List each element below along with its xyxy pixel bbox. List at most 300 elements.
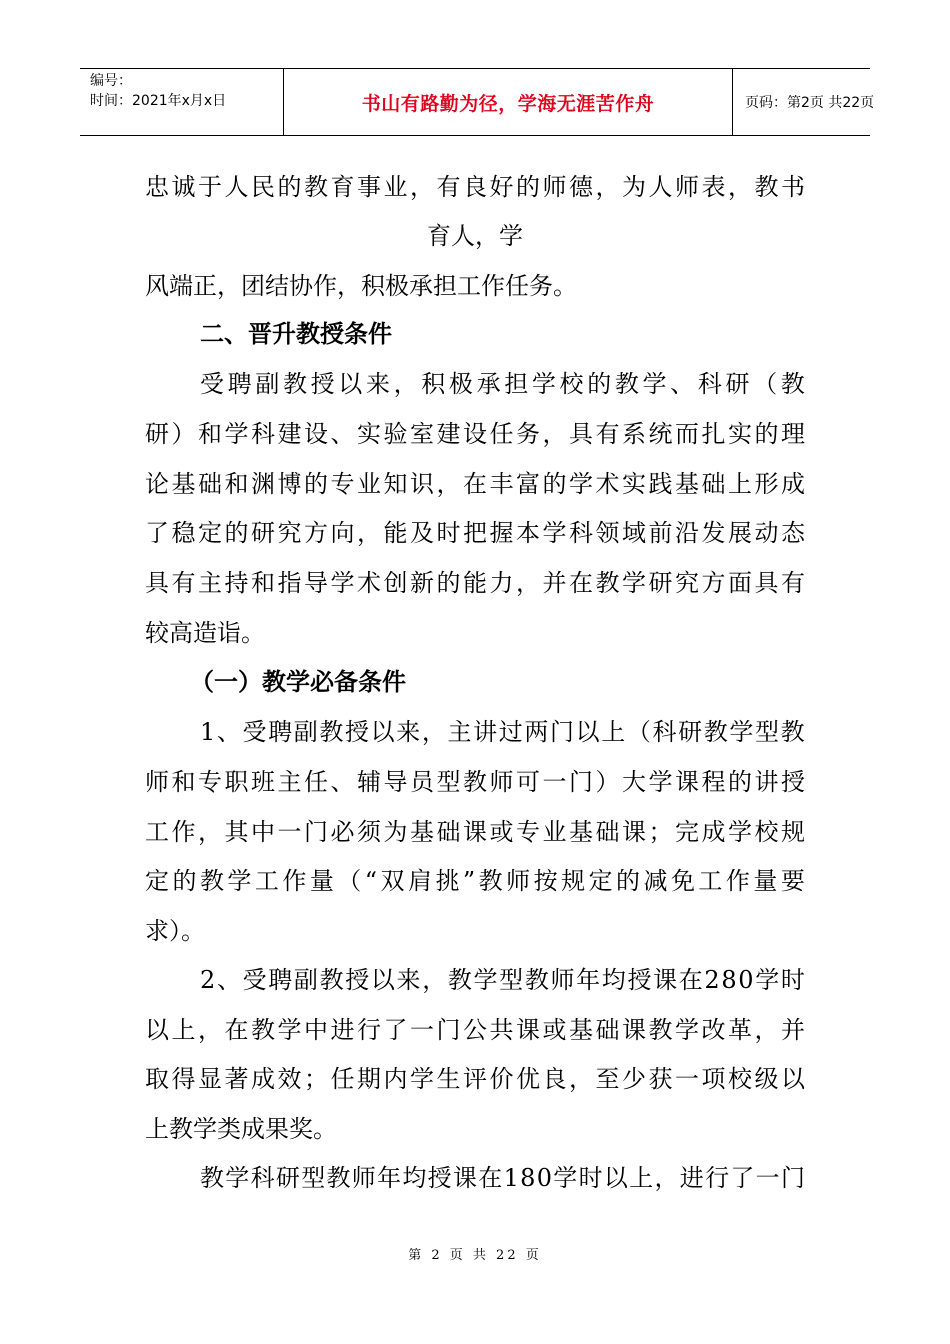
body-char: 课	[675, 768, 699, 796]
body-char: 学	[225, 1164, 250, 1192]
body-char: ，	[569, 1065, 593, 1093]
body-char: 门	[550, 718, 575, 746]
body-char: 教	[614, 370, 639, 398]
body-char: 能	[463, 569, 487, 597]
body-char: 辅	[357, 768, 381, 796]
body-char: 教	[200, 1164, 224, 1192]
body-char: 时	[780, 966, 805, 994]
body-char: 民	[251, 173, 275, 201]
body-char: 肩	[407, 867, 432, 895]
body-char: 忠	[145, 173, 169, 201]
body-char: 业	[357, 470, 381, 498]
body-char: 础	[701, 470, 726, 498]
body-char: 基	[171, 470, 196, 498]
body-char: 理	[781, 420, 805, 448]
body-char: 双	[380, 867, 405, 895]
body-line: 育人，学	[427, 222, 523, 250]
body-char: 进	[330, 1016, 355, 1044]
body-char: 教	[282, 370, 307, 398]
body-char: 教	[304, 173, 328, 201]
body-char: 显	[198, 1065, 222, 1093]
body-char: 聘	[268, 966, 293, 994]
body-char: 主	[277, 768, 302, 796]
body-char: 工	[254, 867, 279, 895]
body-char: 为	[383, 818, 408, 846]
section-heading: 二、晋升教授条件	[200, 320, 392, 348]
body-char: 成	[251, 1065, 275, 1093]
body-char: 课	[452, 1164, 477, 1192]
body-char: 究	[277, 519, 302, 547]
body-char: 以	[338, 370, 363, 398]
body-char: （	[337, 867, 362, 895]
body-char: 或	[542, 1016, 567, 1044]
body-char: 究	[675, 569, 699, 597]
body-char: 设	[463, 420, 487, 448]
body-char: 革	[728, 1016, 752, 1044]
body-line: 风端正，团结协作，积极承担工作任务。	[145, 272, 577, 300]
body-char: 研	[251, 519, 275, 547]
body-char: 上	[171, 1016, 196, 1044]
body-line	[145, 1065, 805, 1093]
body-char: 工	[145, 818, 169, 846]
body-char: 聘	[227, 370, 252, 398]
body-char: 础	[198, 470, 222, 498]
body-char: 学	[224, 420, 249, 448]
body-char: 师	[550, 966, 575, 994]
body-char: 前	[648, 519, 673, 547]
body-char: 学	[542, 519, 567, 547]
body-char: 任	[330, 1065, 355, 1093]
body-char: 师	[542, 173, 567, 201]
body-char: 一	[675, 1065, 699, 1093]
body-char: 2	[704, 966, 720, 994]
body-char: 的	[587, 370, 612, 398]
body-char: 8	[721, 966, 737, 994]
body-char: 教	[199, 867, 224, 895]
body-char: ，	[422, 966, 447, 994]
body-char: 态	[781, 519, 805, 547]
body-char: 和	[224, 470, 249, 498]
body-char: ；	[304, 1065, 328, 1093]
body-char: 统	[648, 420, 673, 448]
body-char: 任	[304, 768, 328, 796]
body-char: ，	[516, 569, 540, 597]
body-char: 研	[145, 420, 169, 448]
body-char: 方	[701, 569, 726, 597]
body-char: ，	[542, 420, 567, 448]
body-char: 减	[643, 867, 668, 895]
body-char: 能	[383, 519, 408, 547]
body-char: 、	[330, 420, 355, 448]
body-line: 求）。	[145, 917, 205, 945]
body-char: 的	[516, 173, 540, 201]
body-char: 受	[200, 370, 224, 398]
body-line	[145, 768, 805, 796]
body-char: 级	[754, 1065, 779, 1093]
body-char: 上	[601, 718, 626, 746]
body-char: 员	[410, 768, 434, 796]
body-char: 来	[365, 370, 390, 398]
body-char: 来	[396, 718, 421, 746]
body-char: 规	[781, 818, 805, 846]
doc-date-label: 时间：2021年x月x日	[90, 93, 227, 109]
body-char: 的	[436, 569, 461, 597]
body-char: 量	[309, 867, 334, 895]
body-char: 专	[198, 768, 222, 796]
body-char: 职	[224, 768, 249, 796]
body-char: 校	[559, 370, 584, 398]
body-char: 定	[588, 867, 613, 895]
body-char: 践	[648, 470, 673, 498]
body-char: ；	[648, 818, 673, 846]
body-char: 主	[447, 718, 472, 746]
body-char: 域	[622, 519, 646, 547]
body-char: 业	[542, 818, 567, 846]
body-char: 一	[542, 768, 567, 796]
page-header	[80, 68, 875, 136]
body-char: 务	[516, 420, 540, 448]
body-char: 效	[277, 1065, 302, 1093]
body-char: 表	[701, 173, 726, 201]
body-char: 过	[498, 718, 523, 746]
body-char: 学	[729, 718, 754, 746]
body-char: 展	[728, 519, 752, 547]
body-char: 学	[410, 1065, 434, 1093]
body-char: 来	[396, 966, 421, 994]
body-char: 可	[516, 768, 540, 796]
body-char: 课	[516, 1016, 540, 1044]
body-char: 受	[242, 966, 267, 994]
body-char: ，	[393, 370, 418, 398]
body-char: “	[364, 867, 378, 895]
body-char: 期	[357, 1065, 381, 1093]
body-char: 免	[670, 867, 695, 895]
body-char: 型	[755, 718, 780, 746]
body-char: ”	[462, 867, 476, 895]
body-char: 、	[216, 718, 241, 746]
body-char: 学	[675, 1016, 699, 1044]
body-char: 上	[728, 470, 752, 498]
body-char: 领	[595, 519, 620, 547]
body-char: 学	[622, 569, 646, 597]
body-char: 的	[304, 470, 328, 498]
body-line: 较高造诣。	[145, 619, 265, 647]
body-line	[200, 966, 805, 994]
body-char: ，	[436, 470, 461, 498]
body-char: 量	[753, 867, 778, 895]
body-char: 教	[780, 370, 805, 398]
body-char: 完	[675, 818, 699, 846]
body-char: 教	[595, 569, 620, 597]
body-char: 行	[705, 1164, 730, 1192]
body-char: 评	[463, 1065, 487, 1093]
doc-code-label: 编号：	[90, 73, 132, 89]
body-char: 年	[377, 1164, 402, 1192]
body-char: 优	[516, 1065, 540, 1093]
body-line	[200, 370, 805, 398]
body-char: 科	[652, 718, 677, 746]
body-char: 以	[575, 718, 600, 746]
body-char: 了	[383, 1016, 408, 1044]
body-char: 学	[227, 867, 252, 895]
body-char: 门	[304, 818, 328, 846]
body-char: 在	[478, 1164, 503, 1192]
body-char: 室	[410, 420, 434, 448]
body-char: 生	[436, 1065, 461, 1093]
body-char: （	[626, 718, 651, 746]
body-char: 学	[531, 370, 556, 398]
header-page-info: 页码：第2页 共22页	[745, 95, 875, 111]
body-char: 了	[145, 519, 169, 547]
body-char: 在	[463, 470, 487, 498]
body-char: 门	[569, 768, 593, 796]
body-char: 础	[436, 818, 461, 846]
body-char: 面	[728, 569, 752, 597]
body-char: 向	[330, 519, 355, 547]
body-char: 具	[754, 569, 779, 597]
body-char: 的	[616, 867, 640, 895]
body-char: 一	[755, 1164, 780, 1192]
body-char: 获	[648, 1065, 673, 1093]
body-char: 人	[224, 173, 249, 201]
body-char: 沿	[675, 519, 699, 547]
header-meta-cell	[80, 69, 283, 135]
body-char: 、	[330, 768, 355, 796]
body-char: 以	[370, 966, 395, 994]
body-char: 好	[489, 173, 514, 201]
body-char: 书	[781, 173, 805, 201]
body-char: 师	[351, 1164, 376, 1192]
body-char: 的	[277, 173, 302, 201]
body-char: 基	[675, 470, 699, 498]
body-char: ，	[595, 173, 620, 201]
body-char: 师	[675, 173, 699, 201]
body-char: 研	[275, 1164, 300, 1192]
body-char: 育	[330, 173, 355, 201]
body-char: 定	[198, 519, 222, 547]
body-char: ，	[728, 173, 752, 201]
body-char: 授	[627, 966, 652, 994]
body-char: 知	[383, 470, 408, 498]
body-char: 型	[301, 1164, 326, 1192]
body-char: 时	[436, 519, 461, 547]
body-char: 科	[569, 519, 593, 547]
body-char: 规	[561, 867, 586, 895]
body-char: 取	[145, 1065, 169, 1093]
body-line	[145, 420, 805, 448]
body-char: 以	[603, 1164, 628, 1192]
body-char: 进	[679, 1164, 704, 1192]
body-char: 讲	[754, 768, 779, 796]
header-page-cell	[733, 69, 875, 135]
body-char: 师	[145, 768, 169, 796]
body-char: 础	[595, 818, 620, 846]
body-char: 学	[642, 370, 667, 398]
body-char: 实	[622, 470, 646, 498]
body-char: ，	[654, 1164, 679, 1192]
body-char: 作	[282, 867, 307, 895]
body-char: 作	[171, 818, 196, 846]
body-char: 扎	[701, 420, 726, 448]
body-char: 德	[569, 173, 593, 201]
body-char: 至	[595, 1065, 620, 1093]
body-char: 师	[489, 768, 514, 796]
body-line	[145, 818, 805, 846]
body-char: 学	[569, 470, 593, 498]
body-char: 指	[277, 569, 302, 597]
body-line	[145, 569, 805, 597]
body-char: 持	[224, 569, 249, 597]
body-char: 科	[250, 1164, 275, 1192]
body-char: 教	[326, 1164, 351, 1192]
body-char: 或	[489, 818, 514, 846]
body-char: 价	[489, 1065, 514, 1093]
body-char: 于	[198, 173, 222, 201]
body-char: 有	[595, 420, 620, 448]
body-line	[200, 1164, 805, 1192]
subsection-heading: （一）教学必备条件	[190, 668, 406, 696]
body-char: 8	[520, 1164, 536, 1192]
body-char: （	[753, 370, 778, 398]
body-char: ，	[410, 173, 434, 201]
body-char: 并	[781, 1016, 805, 1044]
body-char: 必	[330, 818, 355, 846]
body-char: 定	[145, 867, 169, 895]
body-char: 承	[476, 370, 501, 398]
body-char: ，	[754, 1016, 779, 1044]
body-char: 型	[499, 966, 524, 994]
body-char: 聘	[268, 718, 293, 746]
body-char: 具	[145, 569, 169, 597]
body-char: 得	[171, 1065, 196, 1093]
body-char: 科	[251, 420, 275, 448]
body-char: 教	[648, 1016, 673, 1044]
body-char: 成	[781, 470, 805, 498]
body-char: 教	[780, 718, 805, 746]
body-char: 课	[622, 818, 646, 846]
body-char: 上	[629, 1164, 654, 1192]
body-char: 要	[780, 867, 805, 895]
body-line	[200, 718, 805, 746]
body-char: 师	[506, 867, 531, 895]
body-char: 项	[701, 1065, 726, 1093]
body-char: 讲	[473, 718, 498, 746]
body-char: 以	[781, 1065, 805, 1093]
body-char: 以	[370, 718, 395, 746]
body-char: 教	[703, 718, 728, 746]
body-char: 学	[755, 966, 780, 994]
body-char: 的	[172, 867, 197, 895]
body-char: 博	[277, 470, 302, 498]
body-char: 门	[436, 1016, 461, 1044]
body-line	[145, 173, 805, 201]
body-char: 工	[698, 867, 723, 895]
body-char: 业	[383, 173, 408, 201]
body-char: 须	[357, 818, 381, 846]
body-char: 实	[728, 420, 752, 448]
body-char: 研	[725, 370, 750, 398]
body-char: 的	[542, 470, 567, 498]
body-char: 担	[504, 370, 529, 398]
body-char: 极	[448, 370, 473, 398]
page-footer: 第 2 页 共 22 页	[408, 1248, 542, 1263]
body-char: 课	[653, 966, 678, 994]
body-char: 积	[421, 370, 446, 398]
body-char: 把	[463, 519, 487, 547]
body-char: 系	[622, 420, 646, 448]
body-char: 学	[473, 966, 498, 994]
body-char: 任	[489, 420, 514, 448]
body-line: 上教学类成果奖。	[145, 1115, 337, 1143]
body-char: 两	[524, 718, 549, 746]
body-char: 学	[553, 1164, 578, 1192]
header-motto: 书山有路勤为径，学海无涯苦作舟	[361, 92, 655, 115]
body-char: 校	[754, 818, 779, 846]
body-char: 受	[242, 718, 267, 746]
body-char: ，	[198, 818, 222, 846]
body-char: 建	[277, 420, 302, 448]
body-char: 主	[198, 569, 222, 597]
body-char: 人	[648, 173, 673, 201]
body-char: 实	[357, 420, 381, 448]
body-char: 的	[224, 519, 249, 547]
body-char: 了	[730, 1164, 755, 1192]
body-char: 1	[200, 718, 216, 746]
body-char: 2	[200, 966, 216, 994]
body-char: 学	[277, 1016, 302, 1044]
body-char: 基	[569, 1016, 593, 1044]
body-char: 大	[622, 768, 646, 796]
body-char: 动	[754, 519, 779, 547]
body-char: 时	[578, 1164, 603, 1192]
body-char: 事	[357, 173, 381, 201]
body-char: 0	[738, 966, 754, 994]
body-char: 方	[304, 519, 328, 547]
body-char: 挑	[435, 867, 460, 895]
body-char: 教	[319, 718, 344, 746]
body-char: 0	[536, 1164, 552, 1192]
body-char: 发	[701, 519, 726, 547]
body-char: 授	[345, 718, 370, 746]
body-char: 在	[569, 569, 593, 597]
body-char: 教	[754, 173, 779, 201]
body-line	[145, 867, 805, 895]
header-motto-cell	[283, 69, 733, 135]
body-char: 教	[463, 768, 487, 796]
body-char: ）	[171, 420, 196, 448]
body-char: 授	[310, 370, 335, 398]
body-char: 丰	[489, 470, 514, 498]
body-char: 有	[171, 569, 196, 597]
body-char: 导	[383, 768, 408, 796]
body-char: 并	[542, 569, 567, 597]
body-char: 中	[251, 818, 275, 846]
body-char: ，	[198, 1016, 222, 1044]
body-char: 其	[224, 818, 249, 846]
body-char: 著	[224, 1065, 249, 1093]
body-char: 研	[678, 718, 703, 746]
body-char: 成	[701, 818, 726, 846]
body-char: 以	[145, 1016, 169, 1044]
body-char: 、	[216, 966, 241, 994]
body-char: 新	[410, 569, 434, 597]
body-char: ）	[595, 768, 620, 796]
body-char: 导	[304, 569, 328, 597]
body-char: 有	[436, 173, 461, 201]
body-char: 公	[463, 1016, 487, 1044]
body-char: 副	[293, 718, 318, 746]
body-char: 论	[145, 470, 169, 498]
